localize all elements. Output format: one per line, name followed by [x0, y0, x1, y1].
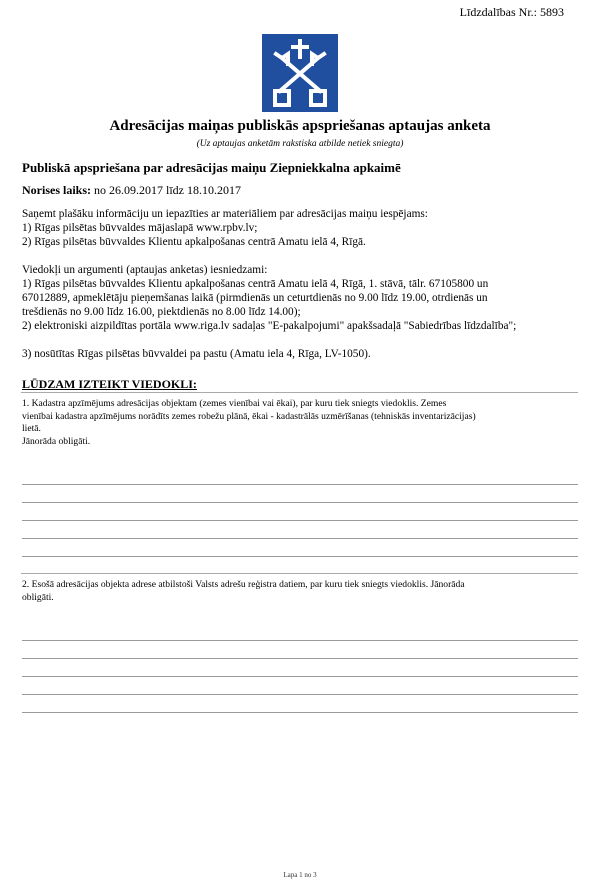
- consultation-heading: Publiskā apspriešana par adresācijas maiņu Ziepniekkalna apkaimē: [22, 160, 401, 175]
- submission-line: 67012889, apmeklētāju pieņemšanas laikā (pirmdienās un ceturtdienās no 9.00 līdz 19.00, otrdienās un: [22, 292, 488, 304]
- answer-line-9[interactable]: [22, 694, 578, 695]
- deadline: [22, 183, 241, 198]
- deadline-value: no 26.09.2017 līdz 18.10.2017: [91, 183, 241, 197]
- deadline-label: Norises laiks:: [22, 183, 91, 197]
- submission-line: 1) Rīgas pilsētas būvvaldes Klientu apkalpošanas centrā Amatu ielā 4, Rīgā, 1. stāvā, tālr. 67105800 un: [22, 278, 489, 290]
- question-text: 2. Esošā adresācijas objekta adrese atbilstoši Valsts adrešu reģistra datiem, par kuru tiek sniegts viedoklis. Jānorāda: [22, 579, 465, 590]
- riga-crossed-keys-emblem-icon: [262, 34, 338, 112]
- answer-line-4[interactable]: [22, 538, 578, 539]
- question-text: Jānorāda obligāti.: [22, 435, 91, 447]
- answer-line-7[interactable]: [22, 658, 578, 659]
- question-text: obligāti.: [22, 591, 54, 603]
- mail-line: 3) nosūtītas Rīgas pilsētas būvvaldei pa pastu (Amatu iela 4, Rīga, LV-1050).: [22, 348, 371, 360]
- submission-line: trešdienās no 9.00 līdz 16.00, piektdienās no 8.00 līdz 14.00);: [22, 306, 301, 318]
- answer-line-10[interactable]: [22, 712, 578, 713]
- answer-line-8[interactable]: [22, 676, 578, 677]
- info-line: 2) Rīgas pilsētas būvvaldes Klientu apkalpošanas centrā Amatu ielā 4, Rīgā.: [22, 236, 366, 248]
- answer-line-1[interactable]: [22, 484, 578, 485]
- form-title: Adresācijas maiņas publiskās apspriešanas aptaujas anketa: [109, 118, 491, 134]
- form-subtitle: (Uz aptaujas anketām rakstiska atbilde netiek sniegta): [196, 139, 404, 149]
- question-text: vienībai kadastra apzīmējums norādīts zemes robežu plānā, ēkai - kadastrālās uzmērīšanas (tehniskās inventarizācijas): [22, 410, 476, 422]
- submission-line: Viedokļi un argumenti (aptaujas anketas) iesniedzami:: [22, 264, 268, 276]
- submission-line: 2) elektroniski aizpildītas portāla www.riga.lv sadaļas "E-pakalpojumi" apakšsadaļā "Sabiedrības līdzdalība";: [22, 320, 517, 332]
- question-text: lietā.: [22, 423, 41, 434]
- answer-line-5[interactable]: [22, 556, 578, 557]
- question-2: [21, 573, 578, 604]
- answer-line-2[interactable]: [22, 502, 578, 503]
- question-1: [21, 392, 578, 448]
- info-line: 1) Rīgas pilsētas būvvaldes mājaslapā www.rpbv.lv;: [22, 222, 258, 234]
- page-number: Lapa 1 no 3: [283, 871, 317, 879]
- info-block: [22, 207, 582, 249]
- participation-number: Līdzdalības Nr.: 5893: [459, 5, 564, 19]
- submission-block: [22, 263, 582, 333]
- section-title: LŪDZAM IZTEIKT VIEDOKLI:: [22, 377, 197, 391]
- question-text: 1. Kadastra apzīmējums adresācijas objektam (zemes vienībai vai ēkai), par kuru tiek sniegts viedoklis. Zemes: [22, 398, 447, 409]
- info-line: Saņemt plašāku informāciju un iepazīties ar materiāliem par adresācijas maiņu iespējams:: [22, 208, 428, 220]
- answer-line-6[interactable]: [22, 640, 578, 641]
- answer-line-3[interactable]: [22, 520, 578, 521]
